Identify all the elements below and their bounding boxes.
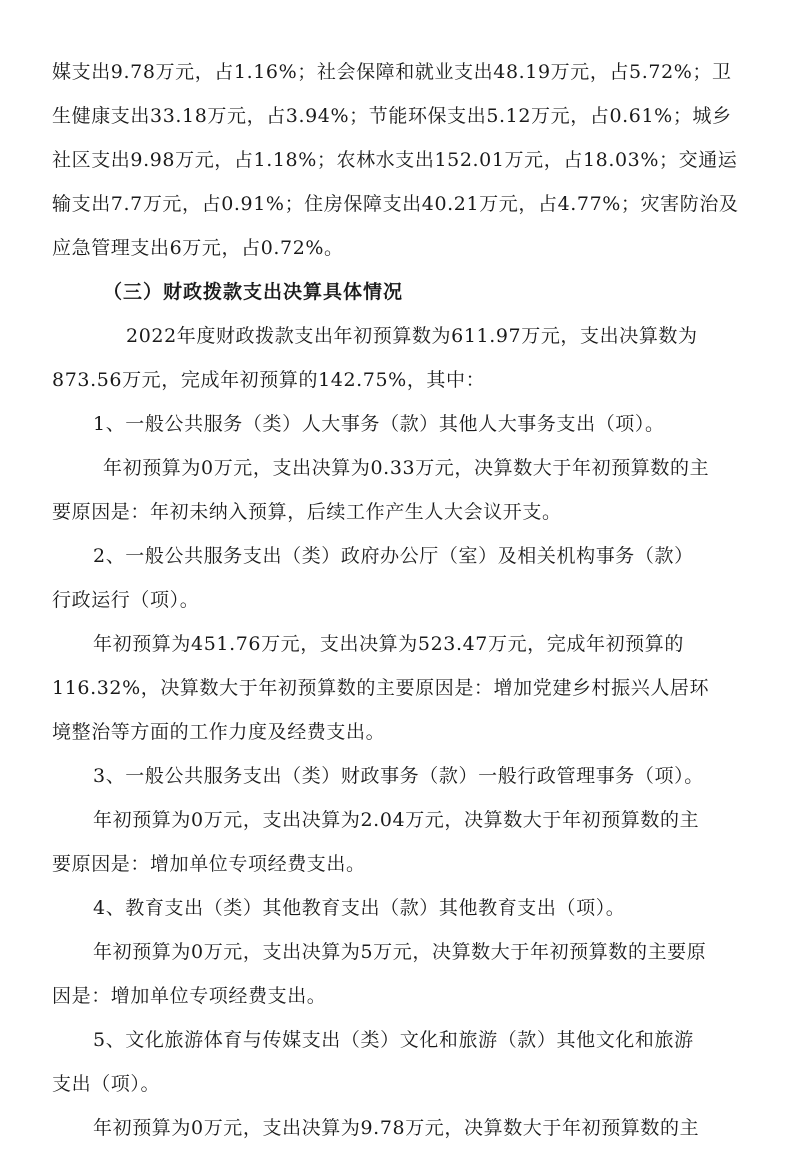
body-line: 116.32%，决算数大于年初预算数的主要原因是：增加党建乡村振兴人居环	[52, 677, 710, 699]
body-line: 年初预算为0万元，支出决算为9.78万元，决算数大于年初预算数的主	[93, 1117, 700, 1139]
body-line: 要原因是：增加单位专项经费支出。	[52, 853, 366, 875]
body-line: 境整治等方面的工作力度及经费支出。	[52, 721, 386, 743]
section-heading: （三）财政拨款支出决算具体情况	[103, 281, 404, 303]
item-heading: 4、教育支出（类）其他教育支出（款）其他教育支出（项）。	[93, 897, 626, 919]
item-heading: 2、一般公共服务支出（类）政府办公厅（室）及相关机构事务（款）	[93, 545, 694, 567]
item-heading: 3、一般公共服务支出（类）财政事务（款）一般行政管理事务（项）。	[93, 765, 704, 787]
body-line: 支出（项）。	[52, 1073, 161, 1095]
item-heading: 5、文化旅游体育与传媒支出（类）文化和旅游（款）其他文化和旅游	[93, 1029, 694, 1051]
body-line: 输支出7.7万元，占0.91%；住房保障支出40.21万元，占4.77%；灾害防治及	[52, 193, 739, 215]
body-line: 生健康支出33.18万元，占3.94%；节能环保支出5.12万元，占0.61%；城乡	[52, 105, 732, 127]
body-line: 要原因是：年初未纳入预算，后续工作产生人大会议开支。	[52, 501, 562, 523]
item-heading: 1、一般公共服务（类）人大事务（款）其他人大事务支出（项）。	[93, 413, 665, 435]
body-line: 873.56万元，完成年初预算的142.75%，其中：	[52, 369, 486, 391]
body-line: 媒支出9.78万元，占1.16%；社会保障和就业支出48.19万元，占5.72%；卫	[52, 61, 732, 83]
body-line: 2022年度财政拨款支出年初预算数为611.97万元，支出决算数为	[126, 325, 698, 347]
body-line: 年初预算为0万元，支出决算为5万元，决算数大于年初预算数的主要原	[93, 941, 707, 963]
body-line: 年初预算为0万元，支出决算为2.04万元，决算数大于年初预算数的主	[93, 809, 700, 831]
body-line: 行政运行（项）。	[52, 589, 200, 611]
body-line: 社区支出9.98万元，占1.18%；农林水支出152.01万元，占18.03%；交通运	[52, 149, 738, 171]
body-line: 年初预算为451.76万元，支出决算为523.47万元，完成年初预算的	[93, 633, 684, 655]
body-line: 年初预算为0万元，支出决算为0.33万元，决算数大于年初预算数的主	[103, 457, 710, 479]
body-line: 应急管理支出6万元，占0.72%。	[52, 237, 344, 259]
body-line: 因是：增加单位专项经费支出。	[52, 985, 327, 1007]
